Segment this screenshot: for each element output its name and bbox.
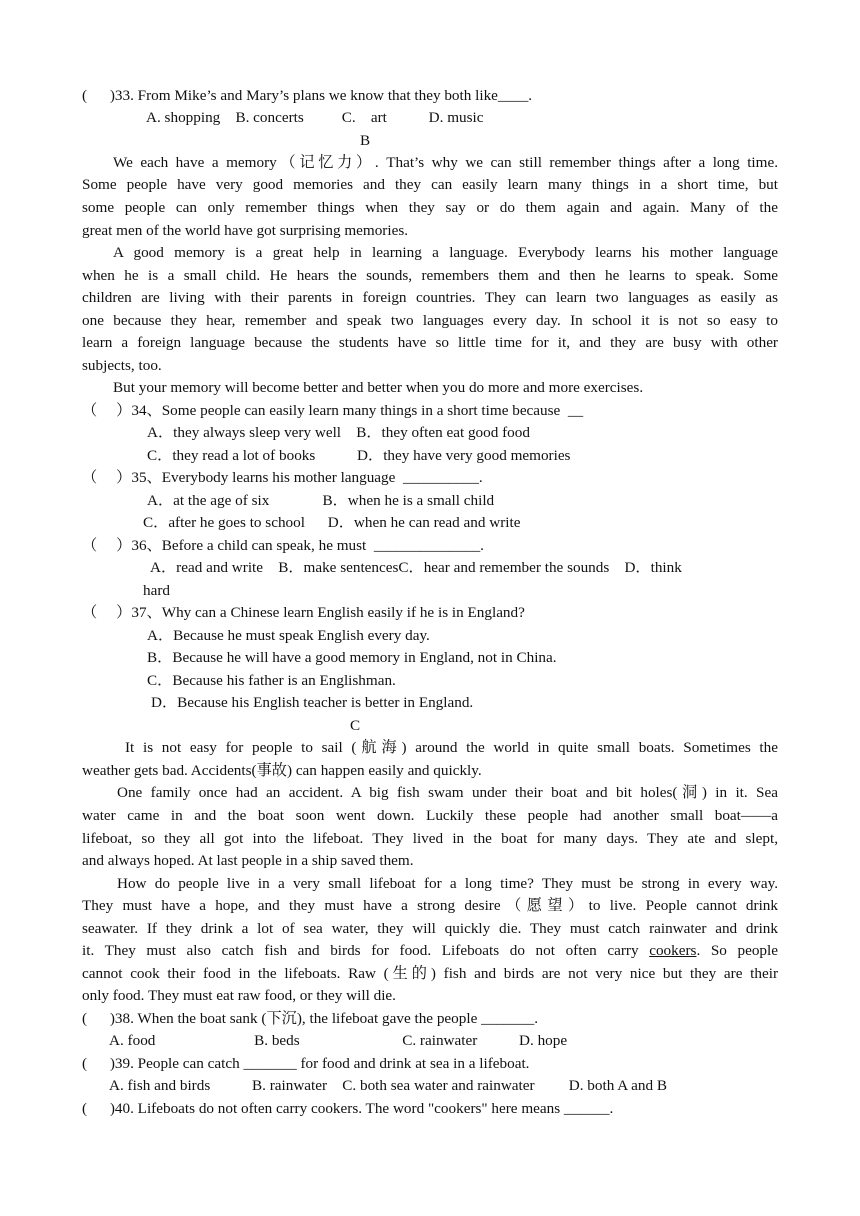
- passage-c-paragraph-3-line-4: [82, 941, 778, 961]
- passage-c-heading: C: [350, 717, 361, 734]
- passage-c-paragraph-3-line-1: How do people live in a very small lifeboat for a long time? They must be strong in every way.: [117, 875, 778, 892]
- passage-c-paragraph-1-line-1: It is not easy for people to sail (航海) around the world in quite small boats. Sometimes the: [125, 739, 778, 756]
- question-37-option-c: C．Because his father is an Englishman.: [147, 672, 396, 689]
- question-39-options: A. fish and birds B. rainwater C. both sea water and rainwater D. both A and B: [109, 1077, 668, 1094]
- question-38-stem: ( )38. When the boat sank (下沉), the lifeboat gave the people _______.: [82, 1010, 539, 1027]
- passage-c-paragraph-2-line-1: One family once had an accident. A big fish swam under their boat and bit holes(洞) in it. Sea: [117, 784, 778, 801]
- passage-b-paragraph-2-line-2: when he is a small child. He hears the sounds, remembers them and then he learns to speak. Some: [82, 267, 778, 284]
- question-36-stem: （ ）36、Before a child can speak, he must ______________.: [82, 537, 484, 554]
- underlined-word-cookers: cookers: [649, 942, 697, 959]
- passage-b-paragraph-1-line-4: great men of the world have got surprising memories.: [82, 222, 409, 239]
- passage-c-paragraph-2-line-4: and always hoped. At last people in a ship saved them.: [82, 852, 414, 869]
- passage-b-paragraph-2-line-1: A good memory is a great help in learning a language. Everybody learns his mother language: [113, 244, 778, 261]
- question-35-options-line-1: A．at the age of six B．when he is a small child: [147, 492, 495, 509]
- passage-b-paragraph-2-line-5: learn a foreign language because the students have so little time for it, and they are busy with other: [82, 334, 778, 351]
- question-40-stem: ( )40. Lifeboats do not often carry cookers. The word "cookers" here means ______.: [82, 1100, 614, 1117]
- passage-b-paragraph-3: But your memory will become better and better when you do more and more exercises.: [113, 379, 644, 396]
- question-33-options: A. shopping B. concerts C. art D. music: [146, 109, 484, 126]
- passage-c-paragraph-3-line-5: cannot cook their food in the lifeboats. Raw (生的) fish and birds are not very nice but they are their: [82, 965, 778, 982]
- passage-b-heading: B: [360, 132, 371, 149]
- question-34-options-line-1: A．they always sleep very well B．they often eat good food: [147, 424, 530, 441]
- question-35-stem: （ ）35、Everybody learns his mother language __________.: [82, 469, 483, 486]
- passage-c-paragraph-1-line-2: weather gets bad. Accidents(事故) can happen easily and quickly.: [82, 762, 482, 779]
- passage-b-paragraph-2-line-6: subjects, too.: [82, 357, 162, 374]
- question-36-options-line-1: A．read and write B．make sentencesC．hear and remember the sounds D．think: [150, 559, 682, 576]
- question-38-options: A. food B. beds C. rainwater D. hope: [109, 1032, 568, 1049]
- question-33-stem: ( )33. From Mike’s and Mary’s plans we know that they both like____.: [82, 87, 533, 104]
- question-34-stem: （ ）34、Some people can easily learn many things in a short time because __: [82, 402, 584, 419]
- question-36-options-line-2: hard: [143, 582, 170, 599]
- question-37-option-b: B．Because he will have a good memory in England, not in China.: [147, 649, 557, 666]
- passage-b-paragraph-2-line-3: children are living with their parents in foreign countries. They can learn two languages as easily as: [82, 289, 778, 306]
- question-39-stem: ( )39. People can catch _______ for food and drink at sea in a lifeboat.: [82, 1055, 530, 1072]
- passage-b-paragraph-1-line-1: We each have a memory（记忆力）. That’s why we can still remember things after a long time.: [113, 154, 778, 171]
- question-37-stem: （ ）37、Why can a Chinese learn English easily if he is in England?: [82, 604, 525, 621]
- question-37-option-d: D．Because his English teacher is better in England.: [151, 694, 474, 711]
- passage-c-line-4-text-after: . So people: [696, 942, 778, 959]
- passage-c-paragraph-2-line-3: lifeboat, so they all got into the lifeboat. They lived in the boat for many days. They ate and slept,: [82, 830, 778, 847]
- passage-c-paragraph-3-line-3: seawater. If they drink a lot of sea water, they will quickly die. They must catch rainwater and drink: [82, 920, 778, 937]
- question-35-options-line-2: C．after he goes to school D．when he can read and write: [143, 514, 521, 531]
- passage-b-paragraph-1-line-2: Some people have very good memories and they can easily learn many things in a short time, but: [82, 176, 778, 193]
- passage-c-paragraph-2-line-2: water came in and the boat soon went down. Luckily these people had another small boat——a: [82, 807, 778, 824]
- question-37-option-a: A．Because he must speak English every day.: [147, 627, 430, 644]
- question-34-options-line-2: C．they read a lot of books D．they have very good memories: [147, 447, 571, 464]
- passage-b-paragraph-2-line-4: one because they hear, remember and speak two languages every day. In school it is not so easy to: [82, 312, 778, 329]
- passage-c-line-4-text-before: it. They must also catch fish and birds for food. Lifeboats do not often carry: [82, 942, 650, 959]
- passage-c-paragraph-3-line-6: only food. They must eat raw food, or they will die.: [82, 987, 396, 1004]
- passage-c-paragraph-3-line-2: They must have a hope, and they must have a strong desire（愿望）to live. People cannot drink: [82, 897, 778, 914]
- passage-b-paragraph-1-line-3: some people can only remember things when they say or do them again and again. Many of the: [82, 199, 778, 216]
